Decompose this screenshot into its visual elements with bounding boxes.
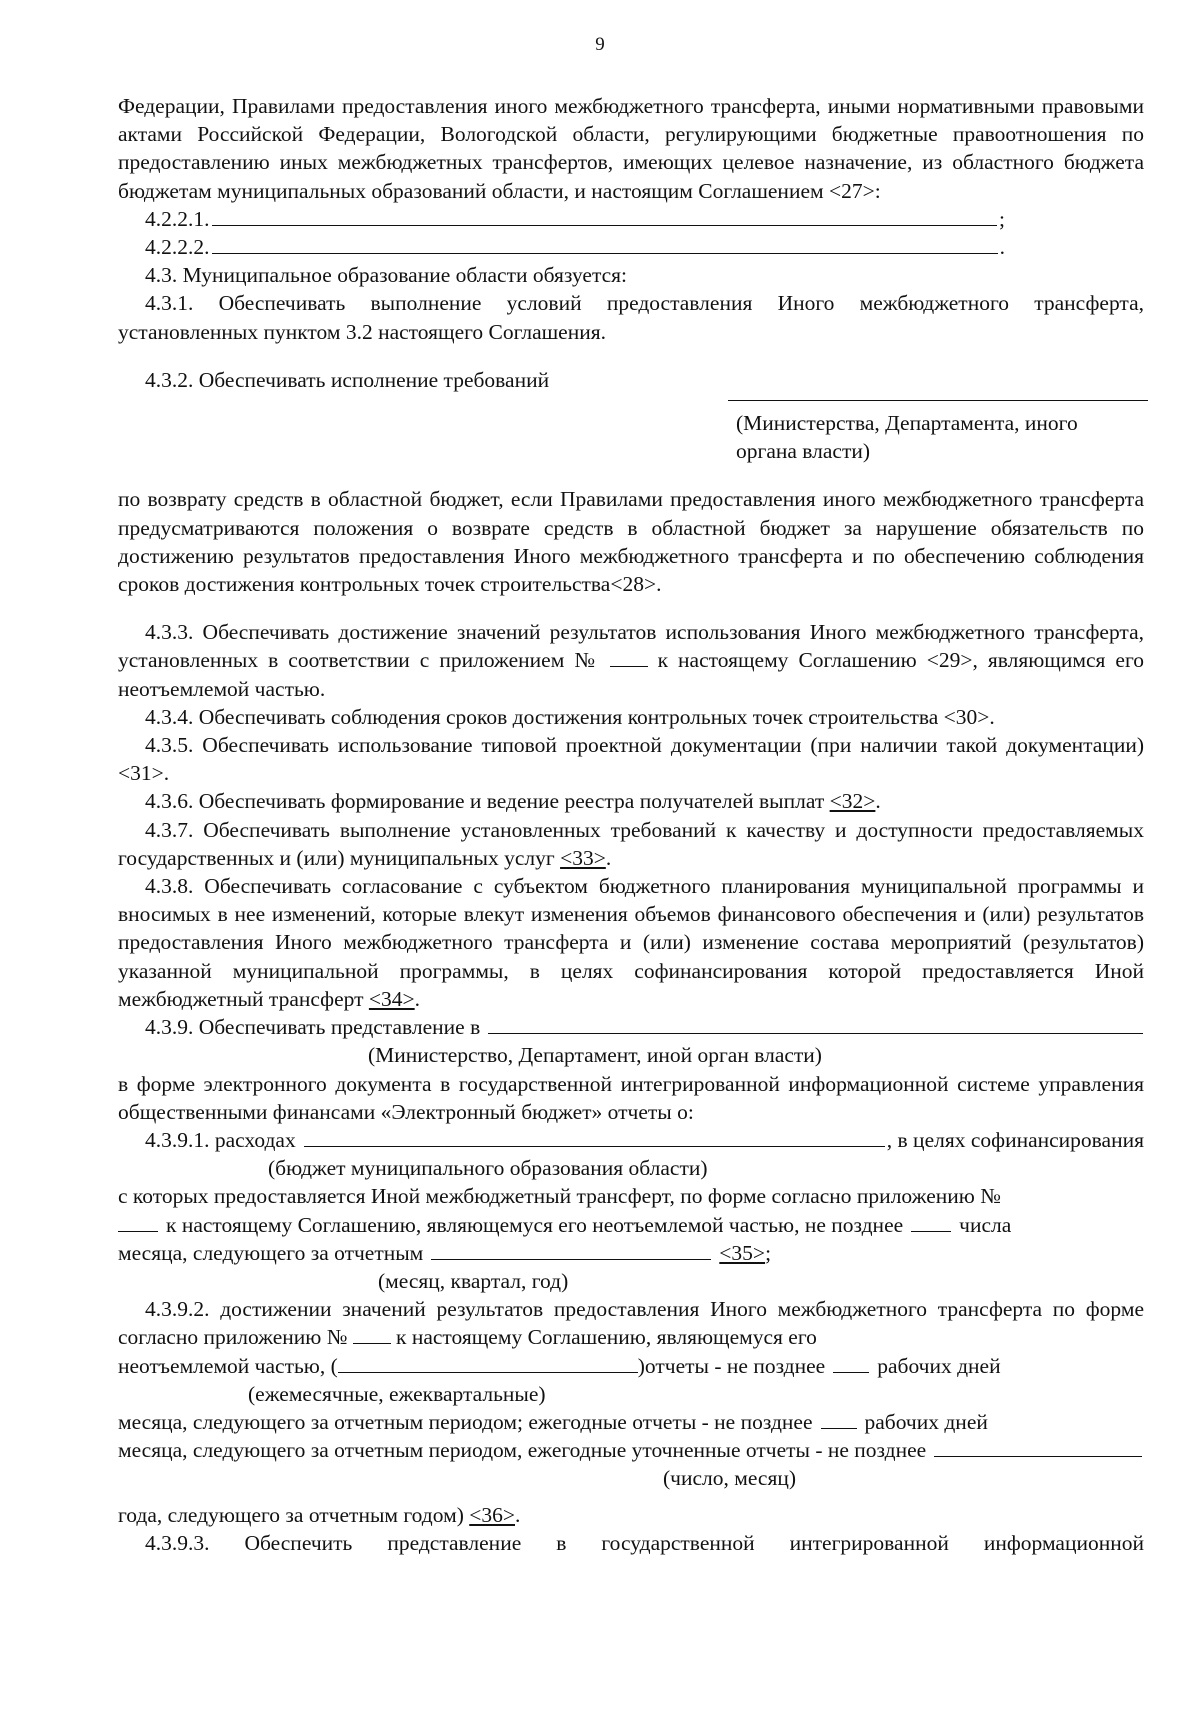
- line-month-1: месяца, следующего за отчетным периодом; ежегодные отчеты - не позднее рабочих дней: [118, 1409, 988, 1434]
- item-4-3-1: 4.3.1. Обеспечивать выполнение условий предоставления Иного межбюджетного трансферта, установленных пунктом 3.2 настоящего Соглашения.: [118, 291, 1144, 344]
- line-month-2: месяца, следующего за отчетным периодом, ежегодные уточненные отчеты - не позднее: [118, 1436, 1144, 1464]
- footnote-ref-34[interactable]: <34>: [368, 986, 415, 1011]
- blank-number: [833, 1352, 869, 1373]
- item-4-2-2-1: [118, 205, 1005, 233]
- item-4-3-9-2-line: неотъемлемой частью, ( )отчеты - не позднее рабочих дней: [118, 1353, 1001, 1378]
- punctuation: ;: [999, 206, 1005, 231]
- footnote-ref-33[interactable]: <33>: [560, 845, 606, 870]
- blank-line: [212, 233, 998, 254]
- line-year: года, следующего за отчетным годом) <36>.: [118, 1502, 521, 1527]
- item-number: 4.2.2.1.: [145, 206, 210, 231]
- item-4-3-7: 4.3.7. Обеспечивать выполнение установленных требований к качеству и доступности предоставляемых государственных и (или) муниципальных услуг <33>.: [118, 817, 1144, 870]
- paragraph-electronic: в форме электронного документа в государственной интегрированной информационной системе управления общественными финансами «Электронный бюджет» отчеты о:: [118, 1071, 1144, 1124]
- blank-line-ministry: [728, 400, 1148, 401]
- blank-number: [353, 1323, 391, 1344]
- document-body: [118, 92, 1144, 1557]
- item-4-3-9: 4.3.9. Обеспечивать представление в: [118, 1013, 1145, 1041]
- paragraph-intro: Федерации, Правилами предоставления иного межбюджетного трансферта, иными нормативными правовыми актами Российской Федерации, Вологодской области, регулирующими бюджетные правоотношения по предоставлению иных межбюджетных трансфертов, имеющих целевое назначение, из областного бюджета бюджетам муниципальных образований области, и настоящим Соглашением <27>:: [118, 94, 1144, 203]
- blank-number: [911, 1211, 951, 1232]
- item-4-3-9-1: 4.3.9.1. расходах , в целях софинансирования: [145, 1127, 1144, 1152]
- blank-line: [934, 1436, 1142, 1457]
- item-number: 4.2.2.2.: [145, 235, 210, 260]
- item-4-3-8: 4.3.8. Обеспечивать согласование с субъектом бюджетного планирования муниципальной программы и вносимых в нее изменений, которые влекут изменения объемов финансового обеспечения и (или) результатов предоставления Иного межбюджетного трансферта и (или) изменение состава мероприятий (результатов) указанной муниципальной программы, в целях софинансирования которой предоставляется Иной межбюджетный трансферт <34>.: [118, 874, 1144, 1011]
- caption-ministry: (Министерства, Департамента, иного органа власти): [736, 411, 1078, 464]
- footnote-ref-35[interactable]: <35>: [719, 1240, 766, 1265]
- caption-date: (число, месяц): [663, 1466, 797, 1491]
- caption-month: (месяц, квартал, год): [378, 1268, 569, 1293]
- caption-ministry-2: (Министерство, Департамент, иной орган власти): [368, 1043, 822, 1068]
- item-4-2-2-2: [118, 233, 1005, 261]
- paragraph-which-line3: месяца, следующего за отчетным <35> ;: [118, 1239, 1144, 1267]
- blank-line: [304, 1126, 885, 1147]
- blank-number: [610, 646, 648, 667]
- paragraph-return: по возврату средств в областной бюджет, если Правилами предоставления иного межбюджетного трансферта предусматриваются положения о возврате средств в областной бюджет за нарушение обязательств по достижению результатов предоставления Иного межбюджетного трансферта и по обеспечению соблюдения сроков достижения контрольных точек строительства<28>.: [118, 487, 1144, 597]
- footnote-ref-32[interactable]: <32>: [829, 789, 876, 814]
- blank-line: [431, 1239, 711, 1260]
- blank-number: [118, 1211, 158, 1232]
- page-number: 9: [595, 34, 605, 55]
- item-4-3-9-3: 4.3.9.3. Обеспечить представление в государственной интегрированной информационной: [145, 1530, 1144, 1555]
- punctuation: .: [999, 235, 1005, 260]
- blank-line: [488, 1013, 1143, 1034]
- item-4-3-6: 4.3.6. Обеспечивать формирование и ведение реестра получателей выплат <32>.: [145, 789, 881, 814]
- paragraph-which-line1: с которых предоставляется Иной межбюджетный трансферт, по форме согласно приложению №: [118, 1184, 1001, 1209]
- caption-budget: (бюджет муниципального образования области): [268, 1156, 708, 1181]
- footnote-ref-36[interactable]: <36>: [469, 1502, 515, 1527]
- blank-line: [212, 205, 998, 226]
- blank-number: [821, 1408, 857, 1429]
- item-4-3-5: 4.3.5. Обеспечивать использование типовой проектной документации (при наличии такой документации) <31>.: [118, 733, 1144, 786]
- blank-line: [338, 1352, 638, 1373]
- item-4-3-3: 4.3.3. Обеспечивать достижение значений результатов использования Иного межбюджетного трансферта, установленных в соответствии с приложением № к настоящему Соглашению <29>, являющимся его неотъемлемой частью.: [118, 620, 1145, 701]
- item-4-3: 4.3. Муниципальное образование области обязуется:: [145, 263, 628, 288]
- caption-monthly: (ежемесячные, ежеквартальные): [248, 1381, 546, 1406]
- item-4-3-4: 4.3.4. Обеспечивать соблюдения сроков достижения контрольных точек строительства <30>.: [145, 704, 995, 729]
- item-4-3-2: 4.3.2. Обеспечивать исполнение требований: [145, 367, 550, 392]
- paragraph-which-line2: к настоящему Соглашению, являющемуся его неотъемлемой частью, не позднее числа: [118, 1211, 1144, 1239]
- item-4-3-9-2: 4.3.9.2. достижении значений результатов предоставления Иного межбюджетного трансферта по форме согласно приложению № к настоящему Соглашению, являющемуся его: [118, 1297, 1144, 1350]
